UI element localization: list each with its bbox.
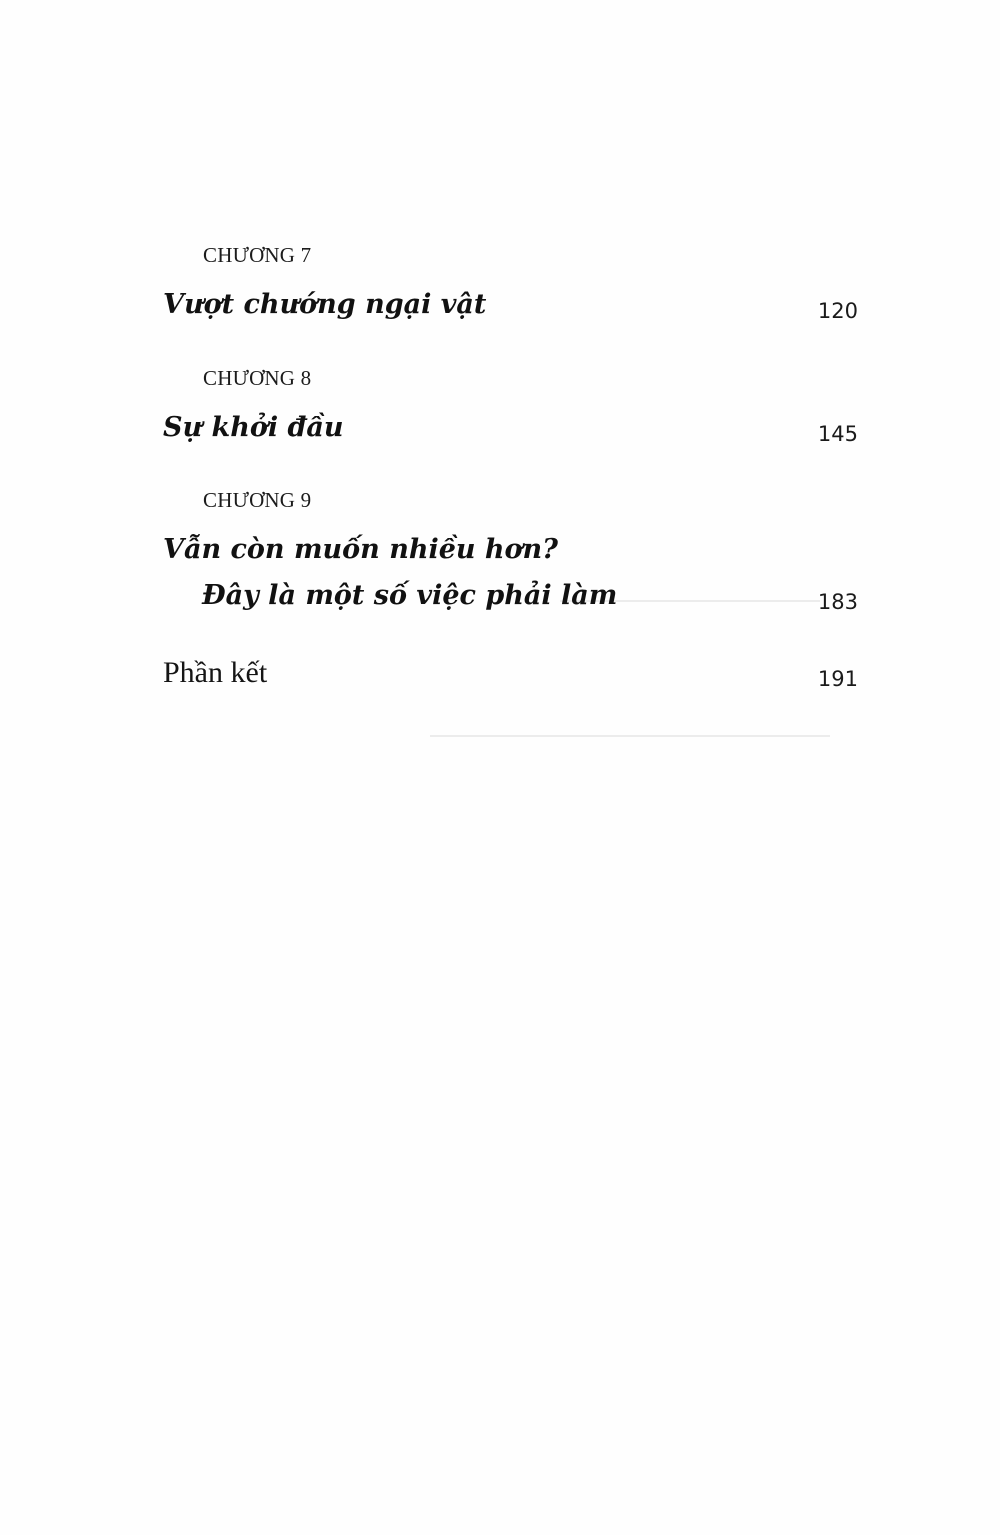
chapter-7-title: Vượt chướng ngại vật bbox=[163, 289, 487, 320]
chapter-9-page-number: 183 bbox=[817, 590, 858, 614]
chapter-9-label: CHƯƠNG 9 bbox=[203, 488, 312, 512]
epilogue-title: Phần kết bbox=[163, 656, 268, 689]
chapter-7-label: CHƯƠNG 7 bbox=[203, 243, 312, 267]
chapter-8-label: CHƯƠNG 8 bbox=[203, 366, 312, 390]
show-through-mark bbox=[430, 735, 830, 737]
chapter-8-title: Sự khởi đầu bbox=[163, 412, 344, 443]
chapter-9-title-line-1: Vẫn còn muốn nhiều hơn? bbox=[163, 534, 559, 565]
chapter-9-title-line-2: Đây là một số việc phải làm bbox=[202, 580, 618, 611]
chapter-7-page-number: 120 bbox=[817, 299, 858, 323]
epilogue-page-number: 191 bbox=[817, 667, 858, 691]
chapter-8-page-number: 145 bbox=[817, 422, 858, 446]
